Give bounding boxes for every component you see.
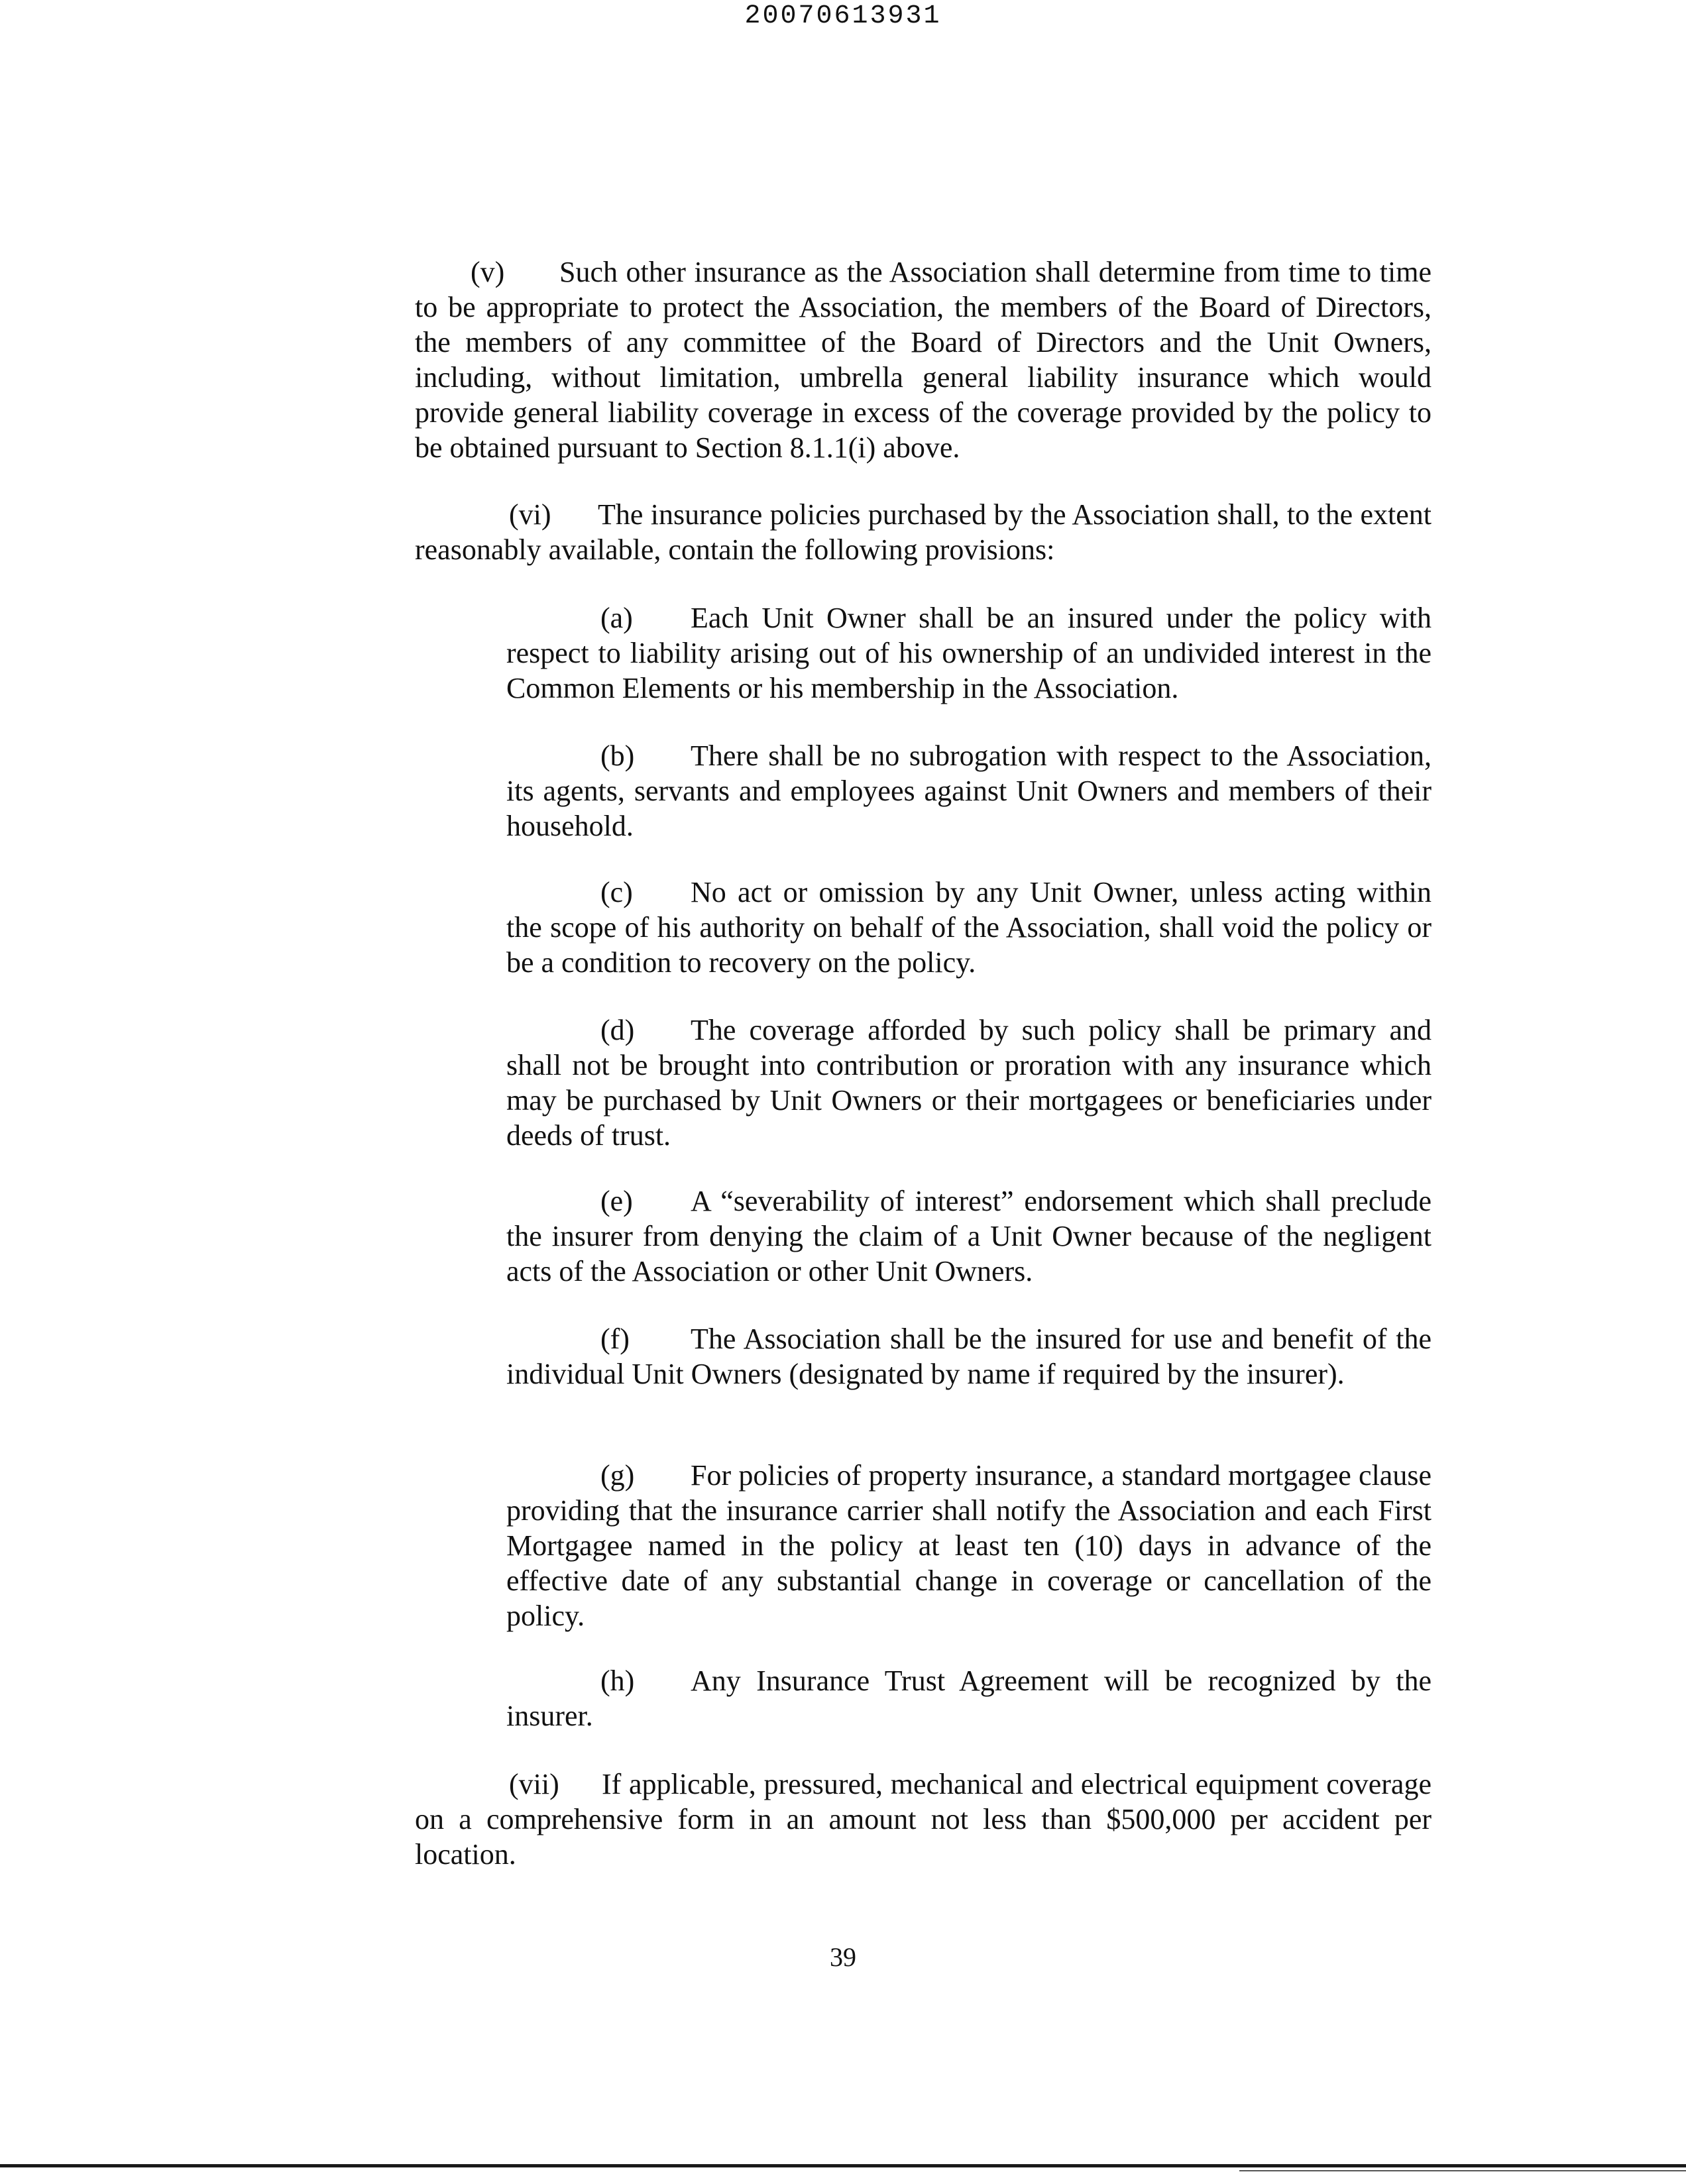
provision-text: There shall be no subrogation with respect to the Association, its agents, servants and employees against Unit Owners and members of their household. bbox=[506, 739, 1432, 842]
provision-c bbox=[506, 875, 1432, 980]
paragraph-label: (vi) bbox=[509, 498, 551, 531]
provision-text: A “severability of interest” endorsement which shall preclude the insurer from denying the claim of a Unit Owner because of the negligent acts of the Association or other Unit Owners. bbox=[506, 1185, 1432, 1287]
provision-d bbox=[506, 1012, 1432, 1153]
document-id: 20070613931 bbox=[744, 1, 942, 31]
paragraph-text: The insurance policies purchased by the Association shall, to the extent reasonably available, contain the following provisions: bbox=[415, 498, 1432, 566]
provision-label: (f) bbox=[600, 1323, 630, 1355]
paragraph-vii bbox=[415, 1767, 1432, 1872]
provision-text: Each Unit Owner shall be an insured under the policy with respect to liability arising out of his ownership of an undivided interest in the Common Elements or his membership in the Association. bbox=[506, 602, 1432, 704]
provision-f bbox=[506, 1321, 1432, 1392]
paragraph-text: If applicable, pressured, mechanical and electrical equipment coverage on a comprehensive form in an amount not less than $500,000 per accident per location. bbox=[415, 1768, 1432, 1871]
paragraph-label: (v) bbox=[471, 256, 505, 288]
provision-text: The Association shall be the insured for use and benefit of the individual Unit Owners (designated by name if required by the insurer). bbox=[506, 1323, 1432, 1390]
provision-label: (c) bbox=[600, 876, 633, 908]
paragraph-v bbox=[415, 254, 1432, 465]
paragraph-label: (vii) bbox=[509, 1768, 559, 1800]
provision-label: (b) bbox=[600, 739, 635, 772]
provision-label: (g) bbox=[600, 1459, 635, 1492]
paragraph-text: Such other insurance as the Association shall determine from time to time to be appropriate to protect the Association, the members of the Board of Directors, the members of any committee of the Board of Directors and the Unit Owners, including, without limitation, umbrella general liability insurance which would provide general liability coverage in excess of the coverage provided by the policy to be obtained pursuant to Section 8.1.1(i) above. bbox=[415, 256, 1432, 464]
provision-text: The coverage afforded by such policy shall be primary and shall not be brought into contribution or proration with any insurance which may be purchased by Unit Owners or their mortgagees or beneficiaries under deeds of trust. bbox=[506, 1014, 1432, 1152]
provision-label: (e) bbox=[600, 1185, 633, 1217]
provision-label: (d) bbox=[600, 1014, 635, 1046]
provision-a bbox=[506, 600, 1432, 706]
provision-text: No act or omission by any Unit Owner, unless acting within the scope of his authority on behalf of the Association, shall void the policy or be a condition to recovery on the policy. bbox=[506, 876, 1432, 979]
provision-e bbox=[506, 1183, 1432, 1289]
paragraph-vi bbox=[415, 497, 1432, 567]
provision-h bbox=[506, 1663, 1432, 1733]
bottom-rule-secondary bbox=[1239, 2170, 1686, 2171]
provision-label: (h) bbox=[600, 1665, 635, 1697]
provision-text: Any Insurance Trust Agreement will be recognized by the insurer. bbox=[506, 1665, 1432, 1732]
provision-b bbox=[506, 738, 1432, 844]
provision-g bbox=[506, 1458, 1432, 1633]
provision-label: (a) bbox=[600, 602, 633, 634]
provision-text: For policies of property insurance, a standard mortgagee clause providing that the insurance carrier shall notify the Association and each First Mortgagee named in the policy at least ten (10) days in advance of the effective date of any substantial change in coverage or cancellation of the policy. bbox=[506, 1459, 1432, 1632]
bottom-rule bbox=[0, 2164, 1686, 2167]
page-number: 39 bbox=[830, 1942, 856, 1972]
